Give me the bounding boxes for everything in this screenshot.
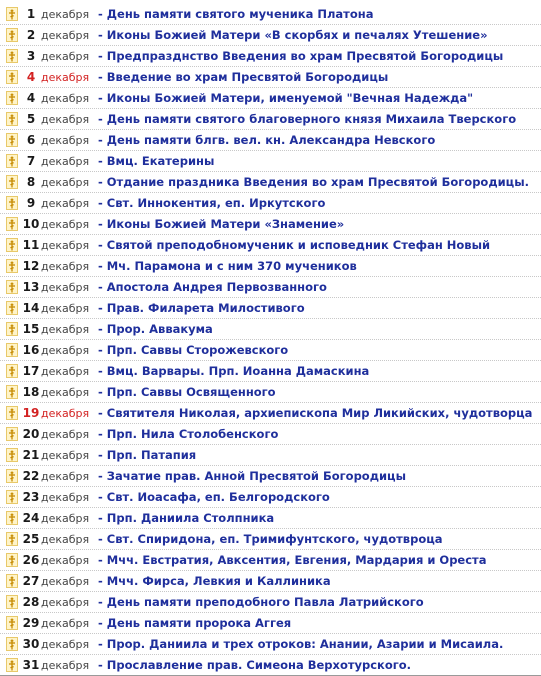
month-name: декабря xyxy=(41,175,90,189)
orthodox-cross-icon xyxy=(6,175,18,189)
list-item xyxy=(0,550,541,571)
month-name: декабря xyxy=(41,637,90,651)
month-name: декабря xyxy=(41,196,90,210)
list-item xyxy=(0,235,541,256)
list-item xyxy=(0,277,541,298)
day-number: 24 xyxy=(22,511,40,525)
feast-title[interactable]: - Иконы Божией Матери «Знамение» xyxy=(98,217,345,231)
month-name: декабря xyxy=(41,595,90,609)
month-name: декабря xyxy=(41,490,90,504)
feast-title[interactable]: - Прав. Филарета Милостивого xyxy=(98,301,305,315)
feast-title[interactable]: - Вмц. Варвары. Прп. Иоанна Дамаскина xyxy=(98,364,370,378)
day-number: 29 xyxy=(22,616,40,630)
orthodox-cross-icon xyxy=(6,28,18,42)
list-item xyxy=(0,172,541,193)
feast-title[interactable]: - Прор. Даниила и трех отроков: Анании, Азарии и Мисаила. xyxy=(98,637,504,651)
feast-title[interactable]: - Мчч. Евстратия, Авксентия, Евгения, Мардария и Ореста xyxy=(98,553,487,567)
list-item xyxy=(0,529,541,550)
list-item xyxy=(0,508,541,529)
feast-title[interactable]: - Свт. Иннокентия, еп. Иркутского xyxy=(98,196,326,210)
day-number: 23 xyxy=(22,490,40,504)
feast-title[interactable]: - Апостола Андрея Первозванного xyxy=(98,280,327,294)
orthodox-cross-icon xyxy=(6,595,18,609)
orthodox-cross-icon xyxy=(6,658,18,672)
orthodox-cross-icon xyxy=(6,364,18,378)
feast-title[interactable]: - Иконы Божией Матери «В скорбях и печалях Утешение» xyxy=(98,28,488,42)
day-number: 4 xyxy=(26,91,36,105)
month-name: декабря xyxy=(41,238,90,252)
orthodox-cross-icon xyxy=(6,70,18,84)
day-number: 3 xyxy=(26,49,36,63)
orthodox-cross-icon xyxy=(6,637,18,651)
day-number: 9 xyxy=(26,196,36,210)
feast-title[interactable]: - День памяти пророка Аггея xyxy=(98,616,292,630)
orthodox-cross-icon xyxy=(6,490,18,504)
month-name: декабря xyxy=(41,280,90,294)
day-number: 15 xyxy=(22,322,40,336)
list-item xyxy=(0,193,541,214)
list-item xyxy=(0,571,541,592)
list-item xyxy=(0,403,541,424)
feast-title[interactable]: - Прп. Даниила Столпника xyxy=(98,511,275,525)
list-item xyxy=(0,46,541,67)
list-item xyxy=(0,634,541,655)
orthodox-cross-icon xyxy=(6,322,18,336)
orthodox-cross-icon xyxy=(6,553,18,567)
list-item xyxy=(0,130,541,151)
orthodox-cross-icon xyxy=(6,616,18,630)
day-number: 1 xyxy=(26,7,36,21)
day-number: 20 xyxy=(22,427,40,441)
list-item xyxy=(0,592,541,613)
month-name: декабря xyxy=(41,532,90,546)
day-number: 31 xyxy=(22,658,40,672)
day-number: 25 xyxy=(22,532,40,546)
feast-title[interactable]: - Прп. Саввы Сторожевского xyxy=(98,343,289,357)
list-item xyxy=(0,487,541,508)
day-number: 11 xyxy=(22,238,40,252)
orthodox-cross-icon xyxy=(6,343,18,357)
feast-title[interactable]: - Иконы Божией Матери, именуемой "Вечная Надежда" xyxy=(98,91,474,105)
day-number: 28 xyxy=(22,595,40,609)
day-number: 26 xyxy=(22,553,40,567)
list-item xyxy=(0,424,541,445)
day-number: 27 xyxy=(22,574,40,588)
month-name: декабря xyxy=(41,406,90,420)
month-name: декабря xyxy=(41,574,90,588)
feast-title[interactable]: - Прп. Патапия xyxy=(98,448,197,462)
orthodox-cross-icon xyxy=(6,196,18,210)
orthodox-cross-icon xyxy=(6,280,18,294)
month-name: декабря xyxy=(41,7,90,21)
month-name: декабря xyxy=(41,322,90,336)
list-item xyxy=(0,109,541,130)
feast-title[interactable]: - Прославление прав. Симеона Верхотурского. xyxy=(98,658,412,672)
orthodox-cross-icon xyxy=(6,154,18,168)
feast-title[interactable]: - Мчч. Фирса, Левкия и Каллиника xyxy=(98,574,331,588)
list-item xyxy=(0,256,541,277)
day-number: 19 xyxy=(22,406,40,420)
day-number: 12 xyxy=(22,259,40,273)
day-number: 22 xyxy=(22,469,40,483)
orthodox-cross-icon xyxy=(6,574,18,588)
day-number: 6 xyxy=(26,133,36,147)
feast-title[interactable]: - Святителя Николая, архиепископа Мир Ликийских, чудотворца xyxy=(98,406,533,420)
list-item xyxy=(0,151,541,172)
orthodox-cross-icon xyxy=(6,133,18,147)
list-item xyxy=(0,655,541,676)
orthodox-cross-icon xyxy=(6,49,18,63)
feast-title[interactable]: - Прор. Аввакума xyxy=(98,322,213,336)
list-item xyxy=(0,4,541,25)
day-number: 17 xyxy=(22,364,40,378)
day-number: 10 xyxy=(22,217,40,231)
feast-title[interactable]: - Введение во храм Пресвятой Богородицы xyxy=(98,70,389,84)
month-name: декабря xyxy=(41,154,90,168)
list-item xyxy=(0,25,541,46)
month-name: декабря xyxy=(41,217,90,231)
month-name: декабря xyxy=(41,301,90,315)
list-item xyxy=(0,214,541,235)
orthodox-cross-icon xyxy=(6,385,18,399)
feast-title[interactable]: - День памяти святого мученика Платона xyxy=(98,7,374,21)
feast-title[interactable]: - Мч. Парамона и с ним 370 мучеников xyxy=(98,259,357,273)
day-number: 30 xyxy=(22,637,40,651)
day-number: 14 xyxy=(22,301,40,315)
month-name: декабря xyxy=(41,343,90,357)
day-number: 13 xyxy=(22,280,40,294)
orthodox-cross-icon xyxy=(6,259,18,273)
feast-title[interactable]: - Прп. Нила Столобенского xyxy=(98,427,279,441)
orthodox-cross-icon xyxy=(6,301,18,315)
orthodox-cross-icon xyxy=(6,532,18,546)
feast-title[interactable]: - Зачатие прав. Анной Пресвятой Богородицы xyxy=(98,469,406,483)
month-name: декабря xyxy=(41,658,90,672)
month-name: декабря xyxy=(41,28,90,42)
month-name: декабря xyxy=(41,448,90,462)
month-name: декабря xyxy=(41,553,90,567)
list-item xyxy=(0,466,541,487)
day-number: 2 xyxy=(26,28,36,42)
list-item xyxy=(0,445,541,466)
month-name: декабря xyxy=(41,616,90,630)
feast-title[interactable]: - Предпразднство Введения во храм Пресвятой Богородицы xyxy=(98,49,504,63)
month-name: декабря xyxy=(41,427,90,441)
list-item xyxy=(0,361,541,382)
day-number: 21 xyxy=(22,448,40,462)
month-name: декабря xyxy=(41,385,90,399)
orthodox-cross-icon xyxy=(6,238,18,252)
feast-title[interactable]: - Прп. Саввы Освященного xyxy=(98,385,276,399)
orthodox-cross-icon xyxy=(6,217,18,231)
orthodox-cross-icon xyxy=(6,406,18,420)
orthodox-cross-icon xyxy=(6,112,18,126)
feast-title[interactable]: - Свт. Спиридона, еп. Тримифунтского, чудотвроца xyxy=(98,532,443,546)
orthodox-cross-icon xyxy=(6,7,18,21)
feast-title[interactable]: - Святой преподобномученик и исповедник Стефан Новый xyxy=(98,238,491,252)
list-item xyxy=(0,67,541,88)
month-name: декабря xyxy=(41,91,90,105)
list-item xyxy=(0,298,541,319)
list-item xyxy=(0,319,541,340)
month-name: декабря xyxy=(41,259,90,273)
orthodox-cross-icon xyxy=(6,91,18,105)
orthodox-cross-icon xyxy=(6,427,18,441)
feast-title[interactable]: - День памяти преподобного Павла Латрийского xyxy=(98,595,424,609)
orthodox-cross-icon xyxy=(6,448,18,462)
month-name: декабря xyxy=(41,364,90,378)
day-number: 4 xyxy=(26,70,36,84)
month-name: декабря xyxy=(41,133,90,147)
day-number: 5 xyxy=(26,112,36,126)
list-item xyxy=(0,613,541,634)
orthodox-cross-icon xyxy=(6,511,18,525)
feast-title[interactable]: - День памяти святого благоверного князя Михаила Тверского xyxy=(98,112,517,126)
list-item xyxy=(0,88,541,109)
feast-title[interactable]: - Свт. Иоасафа, еп. Белгородского xyxy=(98,490,330,504)
feast-title[interactable]: - Вмц. Екатерины xyxy=(98,154,215,168)
orthodox-cross-icon xyxy=(6,469,18,483)
list-item xyxy=(0,382,541,403)
feast-title[interactable]: - День памяти блгв. вел. кн. Александра Невского xyxy=(98,133,436,147)
month-name: декабря xyxy=(41,49,90,63)
day-number: 8 xyxy=(26,175,36,189)
day-number: 18 xyxy=(22,385,40,399)
month-name: декабря xyxy=(41,511,90,525)
month-name: декабря xyxy=(41,112,90,126)
day-number: 7 xyxy=(26,154,36,168)
day-number: 16 xyxy=(22,343,40,357)
month-name: декабря xyxy=(41,469,90,483)
feast-title[interactable]: - Отдание праздника Введения во храм Пресвятой Богородицы. xyxy=(98,175,529,189)
month-name: декабря xyxy=(41,70,90,84)
list-item xyxy=(0,340,541,361)
